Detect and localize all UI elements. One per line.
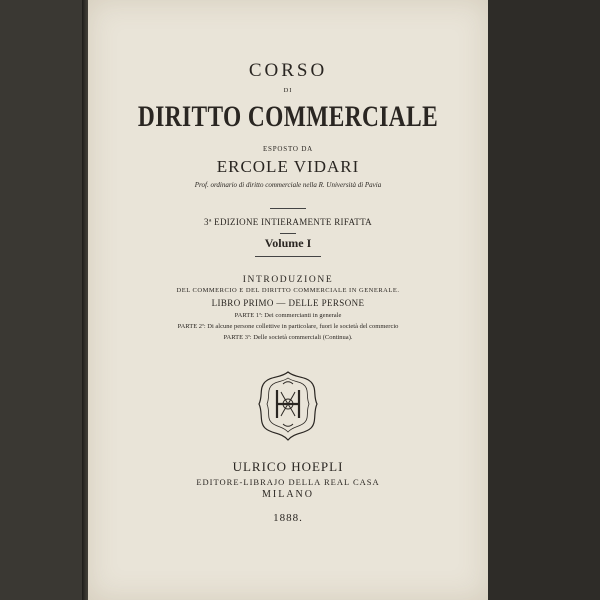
divider-rule (280, 233, 296, 234)
publisher-city: MILANO (262, 489, 314, 500)
heading-corso: CORSO (248, 60, 328, 81)
publisher-monogram-emblem-icon (255, 370, 321, 442)
heading-di: DI (283, 87, 293, 94)
book-edge (488, 0, 600, 600)
volume-label: Volume I (264, 236, 312, 250)
intro-subheading: DEL COMMERCIO E DEL DIRITTO COMMERCIALE IN GENERALE. (176, 287, 400, 294)
publisher-name: ULRICO HOEPLI (232, 459, 344, 474)
main-title: DIRITTO COMMERCIALE (137, 100, 439, 133)
parte-1-line: PARTE 1ª: Dei commercianti in generale (234, 312, 342, 319)
divider-rule (255, 256, 321, 257)
intro-heading: INTRODUZIONE (242, 275, 334, 285)
author-note: Prof. ordinario di diritto commerciale nella R. Università di Pavia (194, 181, 382, 189)
edition-line: 3ª EDIZIONE INTIERAMENTE RIFATTA (204, 217, 372, 227)
publisher-role: EDITORE-LIBRAJO DELLA REAL CASA (196, 477, 380, 487)
publication-year: 1888. (273, 512, 303, 524)
divider-rule (270, 208, 306, 209)
title-page (88, 0, 488, 600)
libro-line: LIBRO PRIMO — DELLE PERSONE (211, 298, 365, 308)
parte-3-line: PARTE 3ª: Delle società commerciali (Continua). (223, 334, 353, 341)
esposto-label: ESPOSTO DA (262, 145, 314, 153)
author-name: ERCOLE VIDARI (216, 157, 360, 176)
parte-2-line: PARTE 2ª: Di alcune persone collettive in particolare, fuori le società del commercio (177, 323, 399, 330)
